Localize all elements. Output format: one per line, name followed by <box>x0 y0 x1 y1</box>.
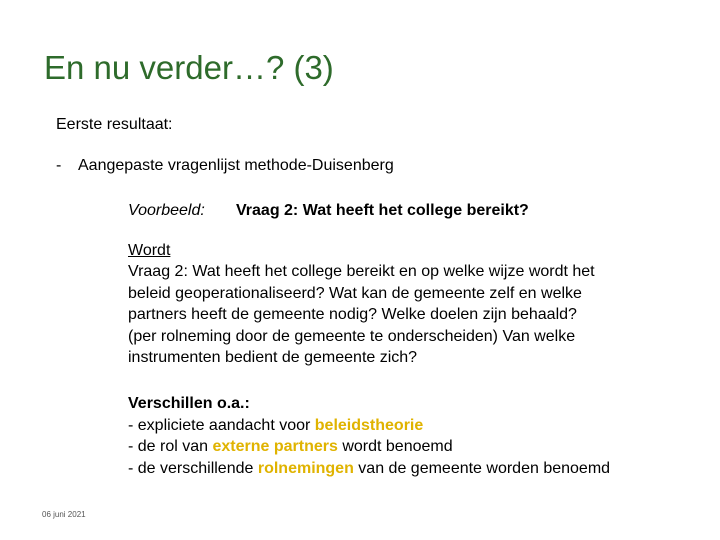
paragraph-line: Vraag 2: Wat heeft het college bereikt en op welke wijze wordt het <box>128 263 595 280</box>
difference-highlight: externe partners <box>212 438 338 455</box>
difference-item <box>128 458 610 480</box>
wordt-heading: Wordt <box>128 242 171 259</box>
paragraph-line: beleid geoperationaliseerd? Wat kan de gemeente zelf en welke <box>128 284 582 302</box>
difference-text: - de verschillende <box>128 459 258 477</box>
difference-highlight: beleidstheorie <box>314 416 424 434</box>
footer-date: 06 juni 2021 <box>42 510 86 519</box>
rewritten-question <box>128 261 688 369</box>
difference-text-after: van de gemeente worden benoemd <box>353 459 611 477</box>
slide-title: En nu verder…? (3) <box>44 49 334 86</box>
bullet-marker: - <box>56 157 62 174</box>
paragraph-line: partners heeft de gemeente nodig? Welke doelen zijn behaald? <box>128 306 577 323</box>
difference-item <box>128 415 610 437</box>
difference-text: - de rol van <box>128 438 213 455</box>
bullet-text: Aangepaste vragenlijst methode-Duisenberg <box>78 157 394 174</box>
differences-block <box>128 393 610 479</box>
example-line <box>128 200 529 221</box>
lead-text: Eerste resultaat: <box>56 116 173 133</box>
paragraph-line: (per rolneming door de gemeente te onderscheiden) Van welke <box>128 327 576 345</box>
example-question: Vraag 2: Wat heeft het college bereikt? <box>236 202 529 219</box>
difference-highlight: rolnemingen <box>257 459 354 477</box>
bullet-item <box>56 155 394 176</box>
paragraph-line: instrumenten bedient de gemeente zich? <box>128 349 418 366</box>
differences-heading: Verschillen o.a.: <box>128 395 250 412</box>
difference-text-after: wordt benoemd <box>337 438 453 455</box>
difference-item <box>128 436 610 458</box>
example-label: Voorbeeld: <box>128 202 205 219</box>
difference-text: - expliciete aandacht voor <box>128 416 315 434</box>
